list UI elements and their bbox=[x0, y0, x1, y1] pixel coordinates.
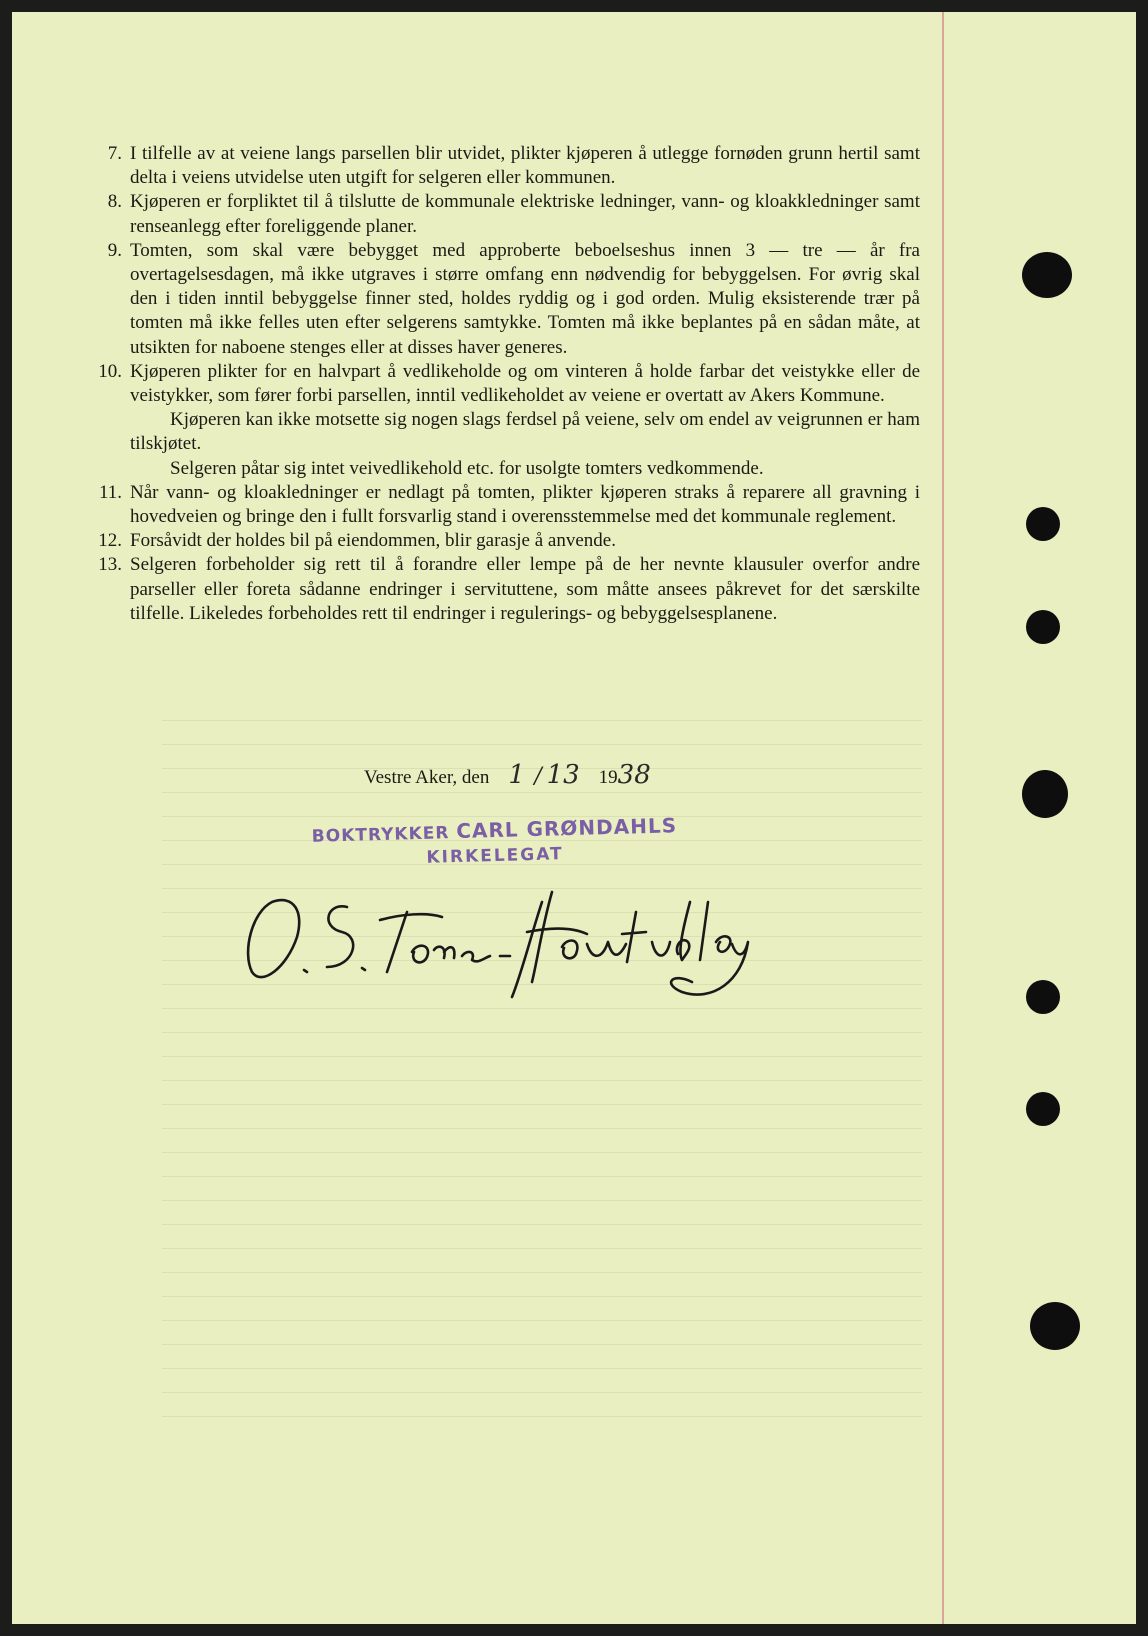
date-year-printed: 19 bbox=[598, 767, 618, 788]
clause-text: Tomten, som skal være bebygget med approberte beboelseshus innen 3 — tre — år fra overtagelsesdagen, må ikke utgraves i større omfang enn nødvendig for bebyggelsen. For øvrig skal den i tiden inntil bebyggelse finner sted, holdes ryddig og i god orden. Mulig eksisterende trær på tomten må ikke felles uten efter selgerens samtykke. Tomten må ikke beplantes på en sådan måte, at utsikten for naboene stenges eller at disses haver generes. bbox=[130, 239, 920, 358]
clause-9 bbox=[12, 239, 942, 360]
clause-number: 13. bbox=[98, 554, 122, 576]
clause-number: 11. bbox=[98, 481, 122, 503]
date-month: 13 bbox=[546, 760, 580, 790]
punch-hole bbox=[1026, 1092, 1060, 1126]
clause-text: Selgeren forbeholder sig rett til å forandre eller lempe på de her nevnte klausuler overfor andre parseller eller foreta sådanne endringer i servituttene, som måtte ansees påkrevet for det særskilte tilfelle. Likeledes forbeholdes rett til endringer i regulerings- og bebyggelsesplanene. bbox=[130, 554, 920, 624]
punch-hole bbox=[1022, 770, 1068, 818]
clause-number: 9. bbox=[107, 239, 122, 261]
clause-subparagraph: Selgeren påtar sig intet veivedlikehold etc. for usolgte tomters vedkommende. bbox=[170, 457, 764, 479]
margin-rule bbox=[942, 12, 944, 1624]
clause-12 bbox=[12, 529, 942, 553]
clause-7 bbox=[12, 142, 942, 190]
clause-number: 10. bbox=[98, 360, 122, 382]
handwritten-signature bbox=[242, 872, 762, 1012]
punch-hole bbox=[1026, 507, 1060, 541]
clause-number: 7. bbox=[107, 143, 122, 164]
clause-13 bbox=[12, 553, 942, 626]
clause-number: 8. bbox=[107, 191, 122, 213]
stamp-line2: KIRKELEGAT bbox=[426, 844, 564, 868]
punch-hole bbox=[1030, 1302, 1080, 1350]
clause-text: Når vann- og kloakledninger er nedlagt på tomten, plikter kjøperen straks å reparere all gravning i hovedveien og bringe den i fullt forsvarlig stand i overensstemmelse med det kommunale reglement. bbox=[130, 481, 920, 528]
clause-number: 12. bbox=[98, 530, 122, 552]
clause-11 bbox=[12, 481, 942, 529]
clause-text: I tilfelle av at veiene langs parsellen blir utvidet, plikter kjøperen å utlegge fornøden grunn hertil samt delta i veiens utvidelse uten utgift for selgeren eller kommunen. bbox=[130, 143, 920, 189]
stamp-prefix: BOKTRYKKER bbox=[311, 823, 450, 847]
clause-subparagraph: Kjøperen kan ikke motsette sig nogen slags ferdsel på veiene, selv om endel av veigrunnen er ham tilskjøtet. bbox=[130, 409, 920, 455]
clause-10 bbox=[12, 360, 942, 481]
clause-text: Forsåvidt der holdes bil på eiendommen, blir garasje å anvende. bbox=[130, 530, 616, 552]
clause-text: Kjøperen plikter for en halvpart å vedlikeholde og om vinteren å holde farbar det veistykke eller de veistykker, som fører forbi parsellen, inntil vedlikeholdet av veiene er overtatt av Akers Kommune. bbox=[130, 360, 920, 407]
document-page bbox=[12, 12, 1136, 1624]
clause-8 bbox=[12, 190, 942, 238]
date-year-written: 38 bbox=[617, 760, 651, 790]
date-place: Vestre Aker, den bbox=[364, 767, 490, 788]
organization-stamp bbox=[311, 813, 678, 871]
date-day: 1 bbox=[508, 760, 525, 790]
stamp-name: CARL GRØNDAHLS bbox=[456, 813, 678, 843]
punch-hole bbox=[1026, 980, 1060, 1014]
clause-list bbox=[12, 142, 942, 626]
date-line: Vestre Aker, den 1 / 13 1938 bbox=[364, 760, 651, 790]
clause-text: Kjøperen er forpliktet til å tilslutte de kommunale elektriske ledninger, vann- og kloakkledninger samt renseanlegg efter foreliggende planer. bbox=[130, 191, 920, 237]
punch-hole bbox=[1026, 610, 1060, 644]
bleed-through-texture bbox=[162, 702, 922, 1432]
punch-hole bbox=[1022, 252, 1072, 298]
